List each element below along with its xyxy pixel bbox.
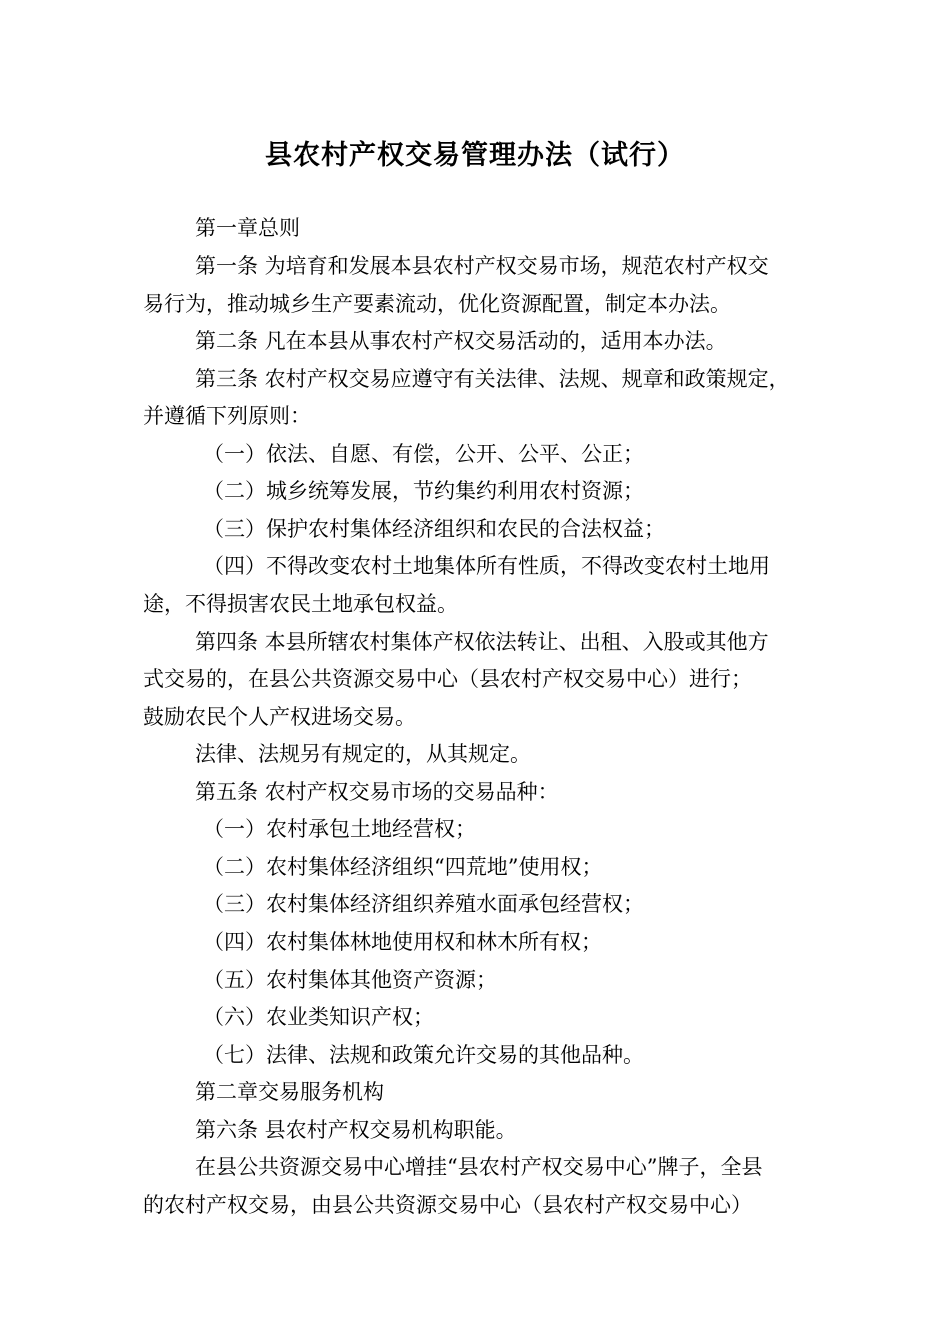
article-line: 第六条 县农村产权交易机构职能。 bbox=[195, 1118, 517, 1142]
list-item: （二）农村集体经济组织“四荒地”使用权； bbox=[203, 855, 603, 879]
list-item: （一）依法、自愿、有偿，公开、公平、公正； bbox=[203, 442, 644, 466]
document-title: 县农村产权交易管理办法（试行） bbox=[265, 140, 685, 171]
article-line: 并遵循下列原则： bbox=[143, 404, 311, 428]
chapter-heading: 第一章总则 bbox=[195, 216, 300, 240]
article-line: 鼓励农民个人产权进场交易。 bbox=[143, 705, 416, 729]
article-line: 在县公共资源交易中心增挂“县农村产权交易中心”牌子，全县 bbox=[195, 1155, 763, 1179]
article-line: 第三条 农村产权交易应遵守有关法律、法规、规章和政策规定， bbox=[195, 367, 790, 391]
article-line: 第四条 本县所辖农村集体产权依法转让、出租、入股或其他方 bbox=[195, 630, 769, 654]
chapter-heading: 第二章交易服务机构 bbox=[195, 1080, 384, 1104]
list-item: （一）农村承包土地经营权； bbox=[203, 817, 476, 841]
article-line: 法律、法规另有规定的，从其规定。 bbox=[195, 742, 531, 766]
article-line: 易行为，推动城乡生产要素流动，优化资源配置，制定本办法。 bbox=[143, 292, 731, 316]
list-item: （六）农业类知识产权； bbox=[203, 1005, 434, 1029]
article-line: 第五条 农村产权交易市场的交易品种： bbox=[195, 780, 559, 804]
list-item: （四）农村集体林地使用权和林木所有权； bbox=[203, 930, 602, 954]
list-item: （五）农村集体其他资产资源； bbox=[203, 968, 497, 992]
article-line: 第一条 为培育和发展本县农村产权交易市场，规范农村产权交 bbox=[195, 254, 769, 278]
list-item: （七）法律、法规和政策允许交易的其他品种。 bbox=[203, 1043, 644, 1067]
list-item: （二）城乡统筹发展，节约集约利用农村资源； bbox=[203, 479, 644, 503]
article-line: 式交易的，在县公共资源交易中心（县农村产权交易中心）进行； bbox=[143, 667, 752, 691]
list-item: （三）保护农村集体经济组织和农民的合法权益； bbox=[203, 517, 665, 541]
article-line: 的农村产权交易，由县公共资源交易中心（县农村产权交易中心） bbox=[143, 1193, 752, 1217]
list-item: （四）不得改变农村土地集体所有性质，不得改变农村土地用 bbox=[203, 554, 770, 578]
list-item-continued: 途，不得损害农民土地承包权益。 bbox=[143, 592, 458, 616]
list-item: （三）农村集体经济组织养殖水面承包经营权； bbox=[203, 892, 644, 916]
article-line: 第二条 凡在本县从事农村产权交易活动的，适用本办法。 bbox=[195, 329, 727, 353]
